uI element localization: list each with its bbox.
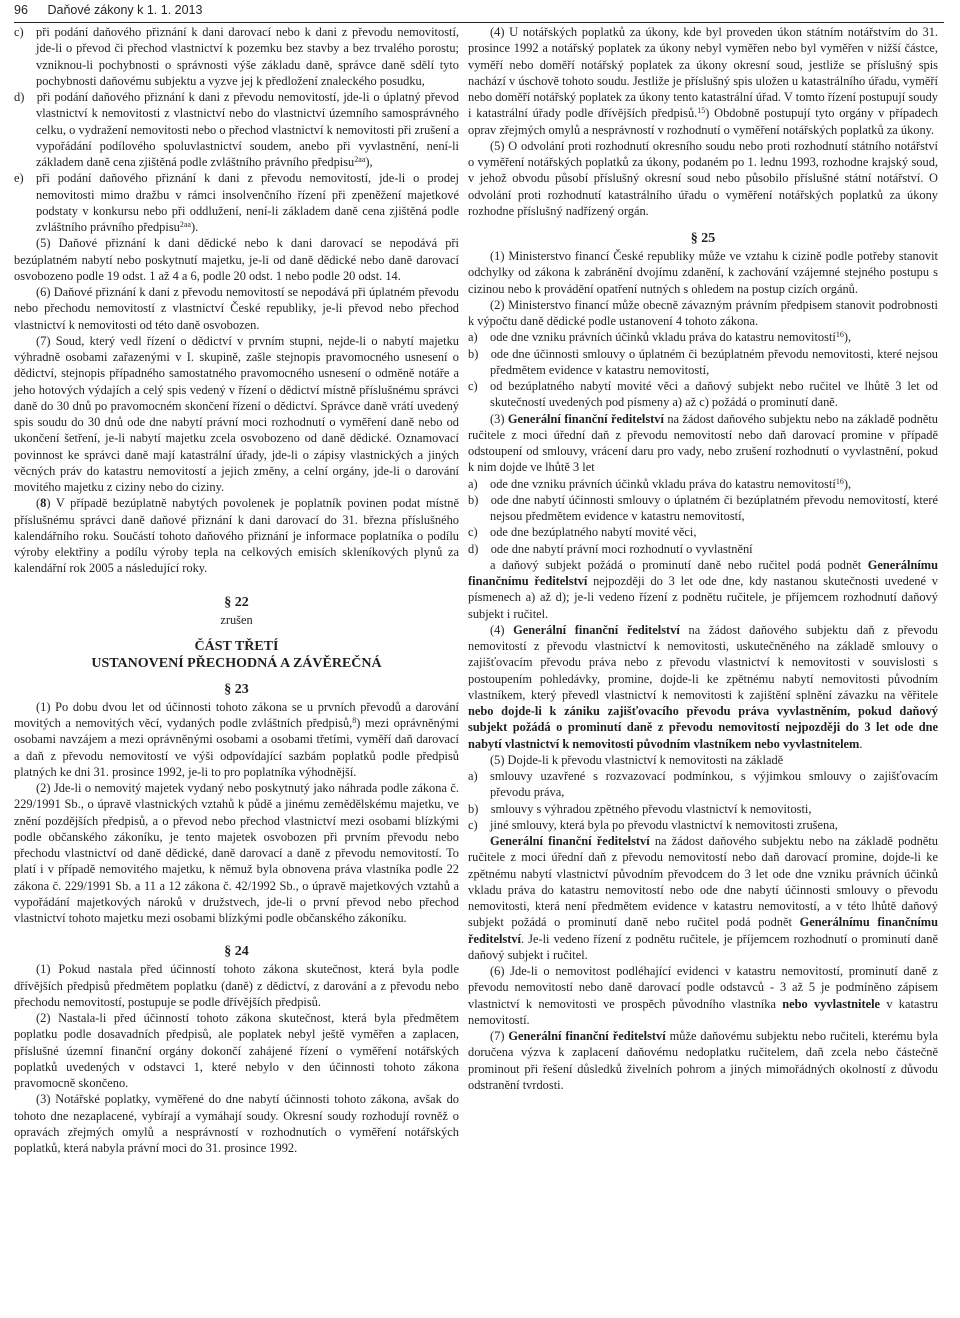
- paragraph-5: (5) Daňové přiznání k dani dědické nebo k dani darovací se nepodává při bezúplatném nabytí nebo poskytnutí majetku, je-li od daně dědické nebo daně darovací osvobozeno podle 19 odst. 1 až 4 a 6, podle 20 odst. 1 nebo podle 20 odst. 14.: [14, 236, 459, 283]
- right-column: [468, 24, 938, 1093]
- section-23-heading: § 23: [224, 681, 249, 697]
- section-25-item-2c: c) od bezúplatného nabytí movité věci a daňový subjekt nebo ručitel ve lhůtě 3 let od skutečností uvedených pod písmeny a) až c) požádá o prominutí daně.: [468, 379, 938, 410]
- item-c: c) při podání daňového přiznání k dani darovací nebo k dani z převodu nemovitostí, jde-li o převod či přechod vlastnictví k pozemku bez stavby a bez trvalého porostu; vzniknou-li pochybnosti o správnosti výše základu daně, správce daně sdělí tyto pochybnosti daňovému subjektu a vyzve jej k předložení znaleckého posudku,: [14, 25, 459, 88]
- section-23-paragraph-2: (2) Jde-li o nemovitý majetek vydaný nebo poskytnutý jako náhrada podle zákona č. 229/1991 Sb., o úpravě vlastnických vztahů k půdě a jinému zemědělskému majetku, ve znění pozdějších předpisů, a o převod nebo přechod vlastnictví mezi osobami blízkými podle občanského zákoníku, je tento majetek osvobozen při prvním převodu nebo přechodu vlastnictví od daně dědické, daně darovací a daně z převodu nemovitostí. To platí i v případě nemovitého majetku, k němuž byla obnovena práva vlastníka podle 22 zákona č. 229/1991 Sb. a 11 a 12 zákona č. 42/1992 Sb., o úpravě majetkových vztahů a vypořádání majetkových nároků v družstvech, jde-li o první převod nebo přechod vlastnictví tohoto majetku mezi osobami blízkými podle občanského zákoníku.: [14, 781, 459, 925]
- section-25-item-5a: a) smlouvy uzavřené s rozvazovací podmínkou, s výjimkou smlouvy o zajišťovacím převodu práva,: [468, 769, 938, 800]
- section-25-paragraph-5: (5) Dojde-li k převodu vlastnictví k nemovitosti na základě: [490, 752, 784, 767]
- section-25-item-3d: d) ode dne nabytí právní moci rozhodnutí o vyvlastnění: [468, 541, 753, 556]
- page-number: 96: [14, 3, 28, 17]
- section-25-item-3a: a) ode dne vzniku právních účinků vkladu práva do katastru nemovitostí$^{16}$),: [468, 476, 852, 491]
- part-title: ČÁST TŘETÍ: [194, 638, 279, 654]
- section-25-paragraph-2: (2) Ministerstvo financí může obecně závazným právním předpisem stanovit podrobnosti k výpočtu daně dědické podle ustanovení 4 tohoto zákona.: [468, 297, 938, 328]
- section-24-paragraph-2: (2) Nastala-li před účinností tohoto zákona skutečnost, která byla předmětem poplatku podle dosavadních předpisů, ale poplatek nebyl ještě vyměřen a zaplacen, příslušné územní finanční orgány dokončí zahájené řízení o vyměření notářských poplatků uvedených v odstavci 1, které nebylo v den účinnosti tohoto zákona pravomocně skončeno.: [14, 1011, 459, 1090]
- section-25-item-5b: b) smlouvy s výhradou zpětného převodu vlastnictví k nemovitosti,: [468, 801, 812, 816]
- section-25-heading: § 25: [690, 231, 716, 246]
- section-24-paragraph-5: (5) O odvolání proti rozhodnutí okresního soudu nebo proti rozhodnutí státního notářství o vyměření notářských poplatků za úkony, podaném po 1. lednu 1993, rozhodne krajský soud, v jehož obvodu působí příslušný okresní soud nebo působilo příslušné státní notářství. O odvolání proti rozhodnutí katastrálního úřadu o vyměření notářských poplatků za úkony rozhodne příslušný nadřízený orgán.: [468, 138, 938, 218]
- section-23-paragraph-1: (1) Po dobu dvou let od účinnosti tohoto zákona se u prvních převodů a darování movitých a nemovitých věcí, vydaných podle zvláštních předpisů,$^8$) mezi oprávněnými osobami navzájem a mezi oprávněnými osobami a osobami třetími, vyměří daň darovací a daň z převodu nemovitostí ve výši odpovídající sazbám poplatků podle předpisů platných ke dni 31. prosince 1992, je-li to pro poplatníka výhodnější.: [14, 699, 459, 779]
- section-24-paragraph-1: (1) Pokud nastala před účinností tohoto zákona skutečnost, která byla podle dřívějších předpisů předmětem poplatku (daně) z dědictví, z darování a z převodu nebo přechodu nemovitostí, postupuje se podle dřívějších předpisů.: [14, 962, 459, 1009]
- section-25-item-5c: c) jiné smlouvy, která byla po převodu vlastnictví k nemovitosti zrušena,: [468, 817, 838, 832]
- section-24-paragraph-3: (3) Notářské poplatky, vyměřené do dne nabytí účinnosti tohoto zákona, avšak do tohoto dne nezaplacené, vybírají a vymáhají soudy. Okresní soudy rozhodují rovněž o opravách zřejmých omylů a nesprávností v rozhodnutích o vyměření notářských poplatků, která nabyla právní moci do 31. prosince 1992.: [14, 1092, 459, 1155]
- section-25-paragraph-3-tail: a daňový subjekt požádá o prominutí daně nebo ručitel podá podnět Generálnímu finančnímu ředitelství nejpozději do 3 let ode dne, kdy nastanou skutečnosti uvedené v písmenech a) až d); je-li vedeno řízení z podnětu ručitele, je příjemcem rozhodnutí daňový subjekt i ručitel.: [468, 557, 938, 621]
- section-25-paragraph-1: (1) Ministerstvo financí České republiky může ve vztahu k cizině podle potřeby stanovit odchylky od zákona k zabránění dvojímu zdanění, k zachování vzájemné stejného postupu s cizinou nebo k provádění opatření nutných s ohledem na postup cizích orgánů.: [468, 249, 938, 296]
- publication-title: Daňové zákony k 1. 1. 2013: [47, 3, 203, 17]
- section-25-item-3c: c) ode dne bezúplatného nabytí movité věci,: [468, 525, 697, 540]
- page-header: [14, 0, 944, 23]
- section-25-item-3b: b) ode dne nabytí účinnosti smlouvy o úplatném či bezúplatném převodu nemovitostí, které nejsou předmětem evidence v katastru nemovitostí,: [468, 492, 938, 523]
- left-column: [14, 24, 459, 1156]
- paragraph-7: (7) Soud, který vedl řízení o dědictví v prvním stupni, nejde-li o nabytí majetku výhradně osobami zařazenými v I. skupině, zašle stejnopis pravomocného usnesení o dědictví, stejnopis případného samostatného pravomocného usnesení o odměně notáře a jeho hotových výdajích a celý spis vedený v řízení o dědictví místně příslušnému správci daně do 30 dnů po pravomocném skončení řízení o dědictví. Správce daně vrátí uvedený spis soudu do 30 dnů ode dne nabytí právní moci rozhodnutí o vyměření daně nebo od ukončení šetření, je-li nabytí majetku zcela osvobozeno od daně dědické. Oznamovací povinnost ke správci daně mají katastrální úřady, jde-li o zápisy vlastnických a jiných věcných práv do katastru nemovitostí a jejich změny, a celní orgány, jde-li o darování movitého majetku z ciziny nebo do ciziny.: [14, 333, 459, 494]
- section-25-paragraph-7: (7) Generální finanční ředitelství může daňovému subjektu nebo ručiteli, kterému byla doručena výzva k zaplacení daňovému nedoplatku ručitelem, daň zcela nebo částečně prominout při řešení důsledků živelních pohrom a jiných mimořádných okolností z důvodu odstranění tvrdosti.: [468, 1029, 939, 1092]
- section-25-paragraph-4: (4) Generální finanční ředitelství na žádost daňového subjektu daň z převodu nemovitostí z převodu vlastnictví k nemovitosti, uskutečněného na základě smlouvy o zajišťovacím převodu práva nebo z převodu vlastnictví k nemovitosti v souvislosti s postoupením pohledávky, promine, dojde-li ke zpětnému nabytí nemovitosti původním vlastníkem, který převedl vlastnictví k nemovitosti k zajištění splnění závazku na věřitele nebo dojde-li k zániku zajišťovacího převodu práva vyvlastněním, pokud daňový subjekt požádá o prominutí daně z převodu nemovitostí nejpozději do 3 let ode dne nabytí vlastnictví k nemovitosti původním vlastníkem nebo vyvlastnitelem.: [468, 622, 939, 751]
- section-24-heading: § 24: [224, 944, 249, 960]
- section-25-paragraph-6: (6) Jde-li o nemovitost podléhající evidenci v katastru nemovitostí, prominutí daně z převodu nemovitostí nebo daně darovací podle odstavců - 3 až 5 je podmíněno zápisem vlastnictví k nemovitosti ve prospěch původního vlastníka nebo vyvlastnitele v katastru nemovitostí.: [468, 964, 938, 1027]
- section-25-paragraph-3: (3) Generální finanční ředitelství na žádost daňového subjektu nebo na základě podnětu ručitele z moci úřední daň z převodu nemovitostí nebo daň darovací promine v případě odstoupení od smlouvy, vrácení daru pro vady, nebo zrušení rozhodnutí o vyvlastnění, pokud k nim dojde ve lhůtě 3 let: [468, 411, 938, 475]
- section-25-item-2b: b) ode dne účinnosti smlouvy o úplatném či bezúplatném převodu nemovitosti, které nejsou předmětem evidence v katastru nemovitostí,: [468, 346, 938, 377]
- section-25-item-2a: a) ode dne vzniku právních účinků vkladu práva do katastru nemovitostí$^{16}$),: [468, 330, 852, 345]
- paragraph-8: (8) V případě bezúplatně nabytých povolenek je poplatník povinen podat místně příslušnému správci daně daňové přiznání k dani darovací do 31. března příslušného kalendářního roku. Součástí tohoto daňového přiznání je informace poplatníka o podílu výroby elektřiny a podílu výroby tepla na celkových emisích skleníkových plynů za kalendářní rok 2005 a následující roky.: [14, 496, 459, 576]
- item-e: e) při podání daňového přiznání k dani z převodu nemovitostí, jde-li o prodej nemovitosti mimo dražbu v rámci insolvenčního řízení při zpeněžení majetkové podstaty v konkursu nebo při oddlužení, není-li základem daně cena zjištěná podle zvláštního právního předpisu$^{2aa}$).: [14, 171, 459, 234]
- item-d: d) při podání daňového přiznání k dani z převodu nemovitostí, jde-li o úplatný převod vlastnictví k nemovitosti z vlastnictví nebo do vlastnictví územního samosprávného celku, o vydražení nemovitosti nebo o přechod vlastnictví k nemovitosti při zrušení a vypořádání podílového spoluvlastnictví soudem, anebo při vyvlastnění, není-li základem daně cena zjištěná podle zvláštního právního předpisu$^{2aa}$),: [14, 90, 459, 169]
- section-22-heading: § 22: [224, 594, 249, 610]
- paragraph-6: (6) Daňové přiznání k dani z převodu nemovitostí se nepodává při úplatném převodu nebo přechodu nemovitostí z vlastnictví České republiky, je-li převod nebo přechod vlastnictví k nemovitosti od této daně osvobozen.: [14, 285, 459, 332]
- section-22-text: zrušen: [220, 612, 253, 627]
- part-subtitle: USTANOVENÍ PŘECHODNÁ A ZÁVĚREČNÁ: [91, 655, 382, 671]
- section-25-paragraph-5-tail: Generální finanční ředitelství na žádost daňového subjektu nebo na základě podnětu ručitele z moci úřední daň z převodu nemovitostí nebo daň darovací promine, dojde-li ke zpětnému nabytí vlastnictví původním převodcem do 3 let ode dne vzniku právních účinků vkladu práva do katastru nemovitostí nebo ode dne nabytí účinnosti smlouvy o převodu nemovitosti, která není předmětem evidence v katastru nemovitostí, a v této lhůtě daňový subjekt požádá o prominutí daně nebo ručitel podá podnět Generálnímu finančnímu ředitelství. Je-li vedeno řízení z podnětu ručitele, je příjemcem rozhodnutí o prominutí daně daňový subjekt i ručitel.: [468, 834, 938, 962]
- section-24-paragraph-4: (4) U notářských poplatků za úkony, kde byl proveden úkon státním notářstvím do 31. prosince 1992 a notářský poplatek za úkony nebyl vyměřen nebo byl vyměřen v nižší částce, vyměří nebo doměří notářský poplatek za úkony okresní soud, jestliže se příslušný spis nachází v úschově tohoto soudu. Jestliže je příslušný spis uložen u katastrálního úřadu, vyměří nebo doměří notářský poplatek za úkony tento katastrální úřad. V tomto řízení postupují soudy i katastrální úřady podle dřívějších předpisů.$^{15}$) Obdobně postupují tyto orgány v případech oprav zřejmých omylů a nesprávností v rozhodnutí o vyměření notářských poplatků za úkony.: [468, 25, 938, 137]
